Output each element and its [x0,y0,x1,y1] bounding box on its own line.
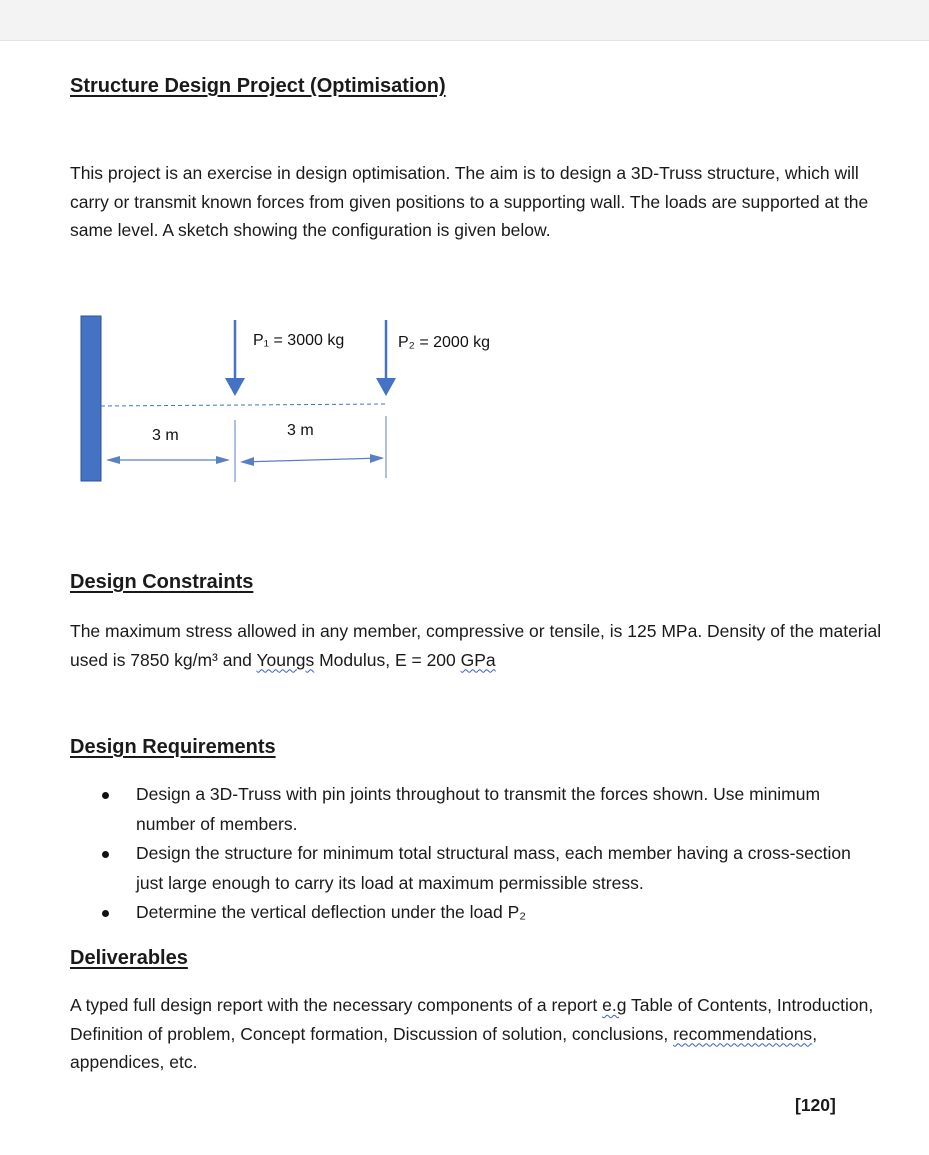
span-2-label: 3 m [287,422,314,439]
load-1-label: P₁ = 3000 kg [253,332,345,349]
support-wall [81,316,101,481]
dimension-arrowhead-right-2 [370,454,384,463]
list-item: Design a 3D-Truss with pin joints throughout to transmit the forces shown. Use minimum number of members. [70,780,870,839]
constraints-text-2: Modulus, E = 200 [314,649,461,670]
constraints-youngs: Youngs [256,649,315,670]
bullet-icon [102,910,109,917]
dimension-line-2 [242,458,382,462]
constraints-paragraph [70,617,900,674]
total-marks: [120] [795,1095,836,1115]
load-2-label: P₂ = 2000 kg [398,334,491,351]
constraints-gpa: GPa [460,649,496,670]
span-1-label: 3 m [152,427,179,444]
requirements-list [70,780,870,928]
deliverables-text-3: , appendices, etc. [70,1023,818,1072]
deliverables-paragraph [70,991,900,1077]
dimension-arrowhead-left-1 [106,456,120,464]
dimension-arrowhead-right-1 [216,456,230,464]
load-arrow-2-head [376,378,396,396]
deliverables-eg: e.g [602,995,627,1015]
window-top-bar [0,0,929,41]
constraints-heading: Design Constraints [70,571,254,593]
load-sketch [0,300,560,500]
deliverables-recommendations: recommendations [673,1023,813,1044]
deliverables-heading: Deliverables [70,947,188,969]
dimension-arrowhead-left-2 [240,457,254,466]
constraints-text-1: The maximum stress allowed in any member, compressive or tensile, is 125 MPa. Density of the material used is 7850 kg/m³ and [70,621,882,670]
bullet-icon [102,851,109,858]
requirements-heading: Design Requirements [70,736,276,758]
deliverables-text-2: Table of Contents, Introduction, Definition of problem, Concept formation, Discussion of solution, conclusions, [70,995,874,1044]
deliverables-text-1: A typed full design report with the necessary components of a report [70,995,603,1015]
load-level-dashed-line [101,404,386,406]
list-item: Determine the vertical deflection under the load P₂ [70,898,870,928]
bullet-icon [102,792,109,799]
list-item: Design the structure for minimum total structural mass, each member having a cross-section just large enough to carry its load at maximum permissible stress. [70,839,870,898]
page-title: Structure Design Project (Optimisation) [70,75,446,97]
intro-paragraph: This project is an exercise in design optimisation. The aim is to design a 3D-Truss structure, which will carry or transmit known forces from given positions to a supporting wall. The loads are supported at the same level. A sketch showing the configuration is given below. [70,163,869,240]
load-arrow-1-head [225,378,245,396]
